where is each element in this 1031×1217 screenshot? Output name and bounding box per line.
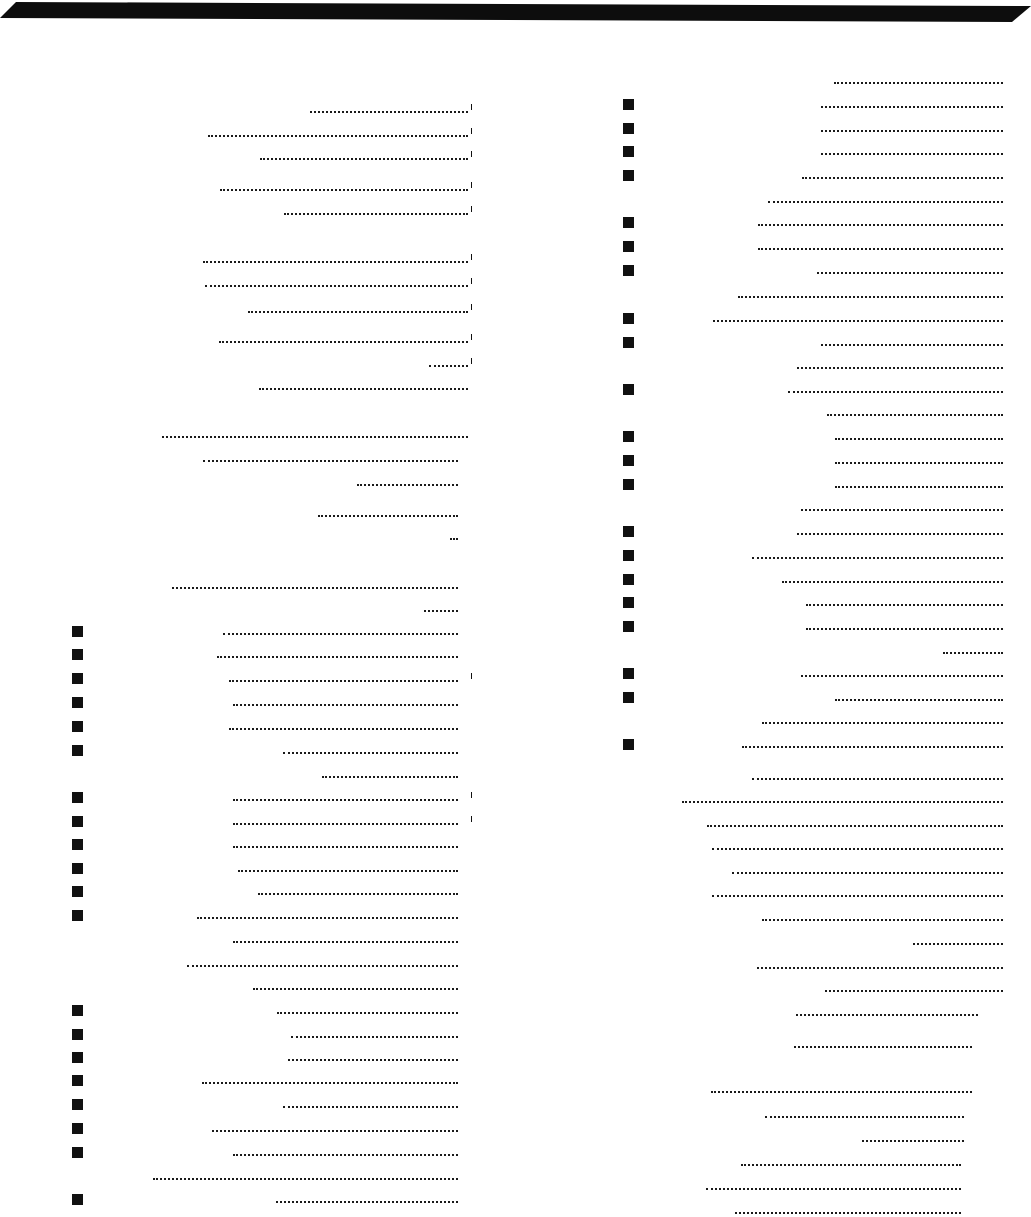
black-square-icon xyxy=(623,217,634,228)
black-square-icon xyxy=(72,792,83,803)
left-dot-leader xyxy=(203,460,458,462)
right-dot-leader xyxy=(765,1116,964,1118)
black-square-icon xyxy=(72,1005,83,1016)
right-dot-leader xyxy=(834,82,1003,84)
black-square-icon xyxy=(72,910,83,921)
right-dot-leader xyxy=(768,201,1003,203)
left-column-tick xyxy=(471,104,472,110)
black-square-icon xyxy=(623,431,634,442)
left-dot-leader xyxy=(217,656,458,658)
left-dot-leader xyxy=(276,1201,458,1203)
left-dot-leader xyxy=(223,633,458,635)
right-dot-leader xyxy=(801,675,1003,677)
right-dot-leader xyxy=(835,699,1003,701)
left-dot-leader xyxy=(187,965,458,967)
black-square-icon xyxy=(623,455,634,466)
black-square-icon xyxy=(623,146,634,157)
right-dot-leader xyxy=(741,1164,961,1166)
black-square-icon xyxy=(72,886,83,897)
left-column-tick xyxy=(471,358,472,364)
left-dot-leader xyxy=(233,823,458,825)
left-dot-leader xyxy=(172,587,458,589)
right-dot-leader xyxy=(796,1014,978,1016)
black-square-icon xyxy=(72,1194,83,1205)
left-dot-leader xyxy=(277,1012,458,1014)
right-dot-leader xyxy=(806,604,1003,606)
black-square-icon xyxy=(72,1029,83,1040)
black-square-icon xyxy=(72,1123,83,1134)
right-dot-leader xyxy=(713,320,1003,322)
left-dot-leader xyxy=(248,311,468,313)
left-dot-leader xyxy=(260,158,468,160)
left-dot-leader xyxy=(288,1059,458,1061)
left-dot-leader xyxy=(357,484,458,486)
left-dot-leader xyxy=(233,704,458,706)
black-square-icon xyxy=(623,739,634,750)
black-square-icon xyxy=(623,384,634,395)
right-dot-leader xyxy=(802,177,1003,179)
left-dot-leader xyxy=(197,917,458,919)
right-dot-leader xyxy=(762,919,1003,921)
left-dot-leader xyxy=(291,1036,458,1038)
left-dot-leader xyxy=(429,365,468,367)
header-banner-bar xyxy=(0,2,1031,22)
left-dot-leader xyxy=(162,436,468,438)
black-square-icon xyxy=(72,839,83,850)
black-square-icon xyxy=(623,597,634,608)
black-square-icon xyxy=(623,99,634,110)
right-dot-leader xyxy=(821,153,1003,155)
right-dot-leader xyxy=(817,272,1003,274)
left-column-tick xyxy=(471,182,472,188)
left-dot-leader xyxy=(203,261,468,263)
right-dot-leader xyxy=(735,1212,961,1214)
left-column-tick xyxy=(471,792,472,798)
black-square-icon xyxy=(623,479,634,490)
right-dot-leader xyxy=(821,106,1003,108)
left-dot-leader xyxy=(253,988,458,990)
left-column-tick xyxy=(471,673,472,679)
left-dot-leader xyxy=(202,1082,458,1084)
right-dot-leader xyxy=(682,801,1003,803)
black-square-icon xyxy=(623,550,634,561)
left-column-tick xyxy=(471,151,472,157)
black-square-icon xyxy=(72,626,83,637)
right-dot-leader xyxy=(752,557,1003,559)
black-square-icon xyxy=(623,692,634,703)
right-dot-leader xyxy=(738,296,1003,298)
right-dot-leader xyxy=(806,628,1003,630)
right-dot-leader xyxy=(943,652,1003,654)
left-dot-leader xyxy=(259,388,468,390)
black-square-icon xyxy=(72,673,83,684)
left-dot-leader xyxy=(205,285,468,287)
black-square-icon xyxy=(72,1052,83,1063)
right-dot-leader xyxy=(757,967,1003,969)
black-square-icon xyxy=(623,526,634,537)
left-dot-leader xyxy=(229,680,458,682)
left-column-tick xyxy=(471,254,472,260)
black-square-icon xyxy=(72,649,83,660)
right-dot-leader xyxy=(825,990,1003,992)
right-dot-leader xyxy=(788,391,1003,393)
left-dot-leader xyxy=(233,799,458,801)
right-dot-leader xyxy=(835,438,1003,440)
black-square-icon xyxy=(623,241,634,252)
black-square-icon xyxy=(72,863,83,874)
right-dot-leader xyxy=(712,895,1003,897)
black-square-icon xyxy=(72,1147,83,1158)
black-square-icon xyxy=(623,621,634,632)
left-dot-leader xyxy=(208,135,468,137)
left-dot-leader xyxy=(322,776,458,778)
right-dot-leader xyxy=(835,486,1003,488)
black-square-icon xyxy=(623,265,634,276)
right-dot-leader xyxy=(862,1140,964,1142)
left-dot-leader xyxy=(283,752,458,754)
black-square-icon xyxy=(72,1075,83,1086)
right-dot-leader xyxy=(913,943,1003,945)
black-square-icon xyxy=(623,337,634,348)
right-dot-leader xyxy=(821,344,1003,346)
left-dot-leader xyxy=(233,941,458,943)
right-dot-leader xyxy=(711,1091,972,1093)
right-dot-leader xyxy=(797,533,1003,535)
left-dot-leader xyxy=(219,341,468,343)
left-dot-leader xyxy=(212,1130,458,1132)
left-column-tick xyxy=(471,278,472,284)
black-square-icon xyxy=(623,123,634,134)
header-banner xyxy=(0,0,1031,24)
black-square-icon xyxy=(72,721,83,732)
left-dot-leader xyxy=(233,1154,458,1156)
left-dot-leader xyxy=(310,111,468,113)
left-dot-leader xyxy=(318,515,458,517)
left-dot-leader xyxy=(283,1106,458,1108)
left-dot-leader xyxy=(153,1178,458,1180)
right-dot-leader xyxy=(762,722,1003,724)
black-square-icon xyxy=(623,313,634,324)
left-dot-leader xyxy=(233,846,458,848)
black-square-icon xyxy=(623,668,634,679)
left-dot-leader xyxy=(220,189,468,191)
right-dot-leader xyxy=(794,1046,972,1048)
right-dot-leader xyxy=(821,130,1003,132)
black-square-icon xyxy=(72,745,83,756)
left-dot-leader xyxy=(258,893,458,895)
right-dot-leader xyxy=(801,509,1003,511)
left-column-tick xyxy=(471,304,472,310)
left-column-tick xyxy=(471,816,472,822)
left-dot-leader xyxy=(424,610,458,612)
black-square-icon xyxy=(72,697,83,708)
right-dot-leader xyxy=(706,1188,961,1190)
right-dot-leader xyxy=(758,224,1003,226)
right-dot-leader xyxy=(758,248,1003,250)
left-dot-leader xyxy=(238,870,458,872)
black-square-icon xyxy=(72,816,83,827)
right-dot-leader xyxy=(707,825,1003,827)
right-dot-leader xyxy=(835,462,1003,464)
black-square-icon xyxy=(72,1099,83,1110)
left-dot-leader xyxy=(450,538,458,540)
right-dot-leader xyxy=(732,872,1003,874)
right-dot-leader xyxy=(712,848,1003,850)
right-dot-leader xyxy=(827,414,1003,416)
right-dot-leader xyxy=(782,581,1003,583)
right-dot-leader xyxy=(742,746,1003,748)
left-dot-leader xyxy=(229,728,458,730)
right-dot-leader xyxy=(752,778,1003,780)
black-square-icon xyxy=(623,574,634,585)
left-column-tick xyxy=(471,206,472,212)
black-square-icon xyxy=(623,170,634,181)
left-column-tick xyxy=(471,128,472,134)
left-column-tick xyxy=(471,334,472,340)
left-dot-leader xyxy=(284,213,468,215)
right-dot-leader xyxy=(797,367,1003,369)
